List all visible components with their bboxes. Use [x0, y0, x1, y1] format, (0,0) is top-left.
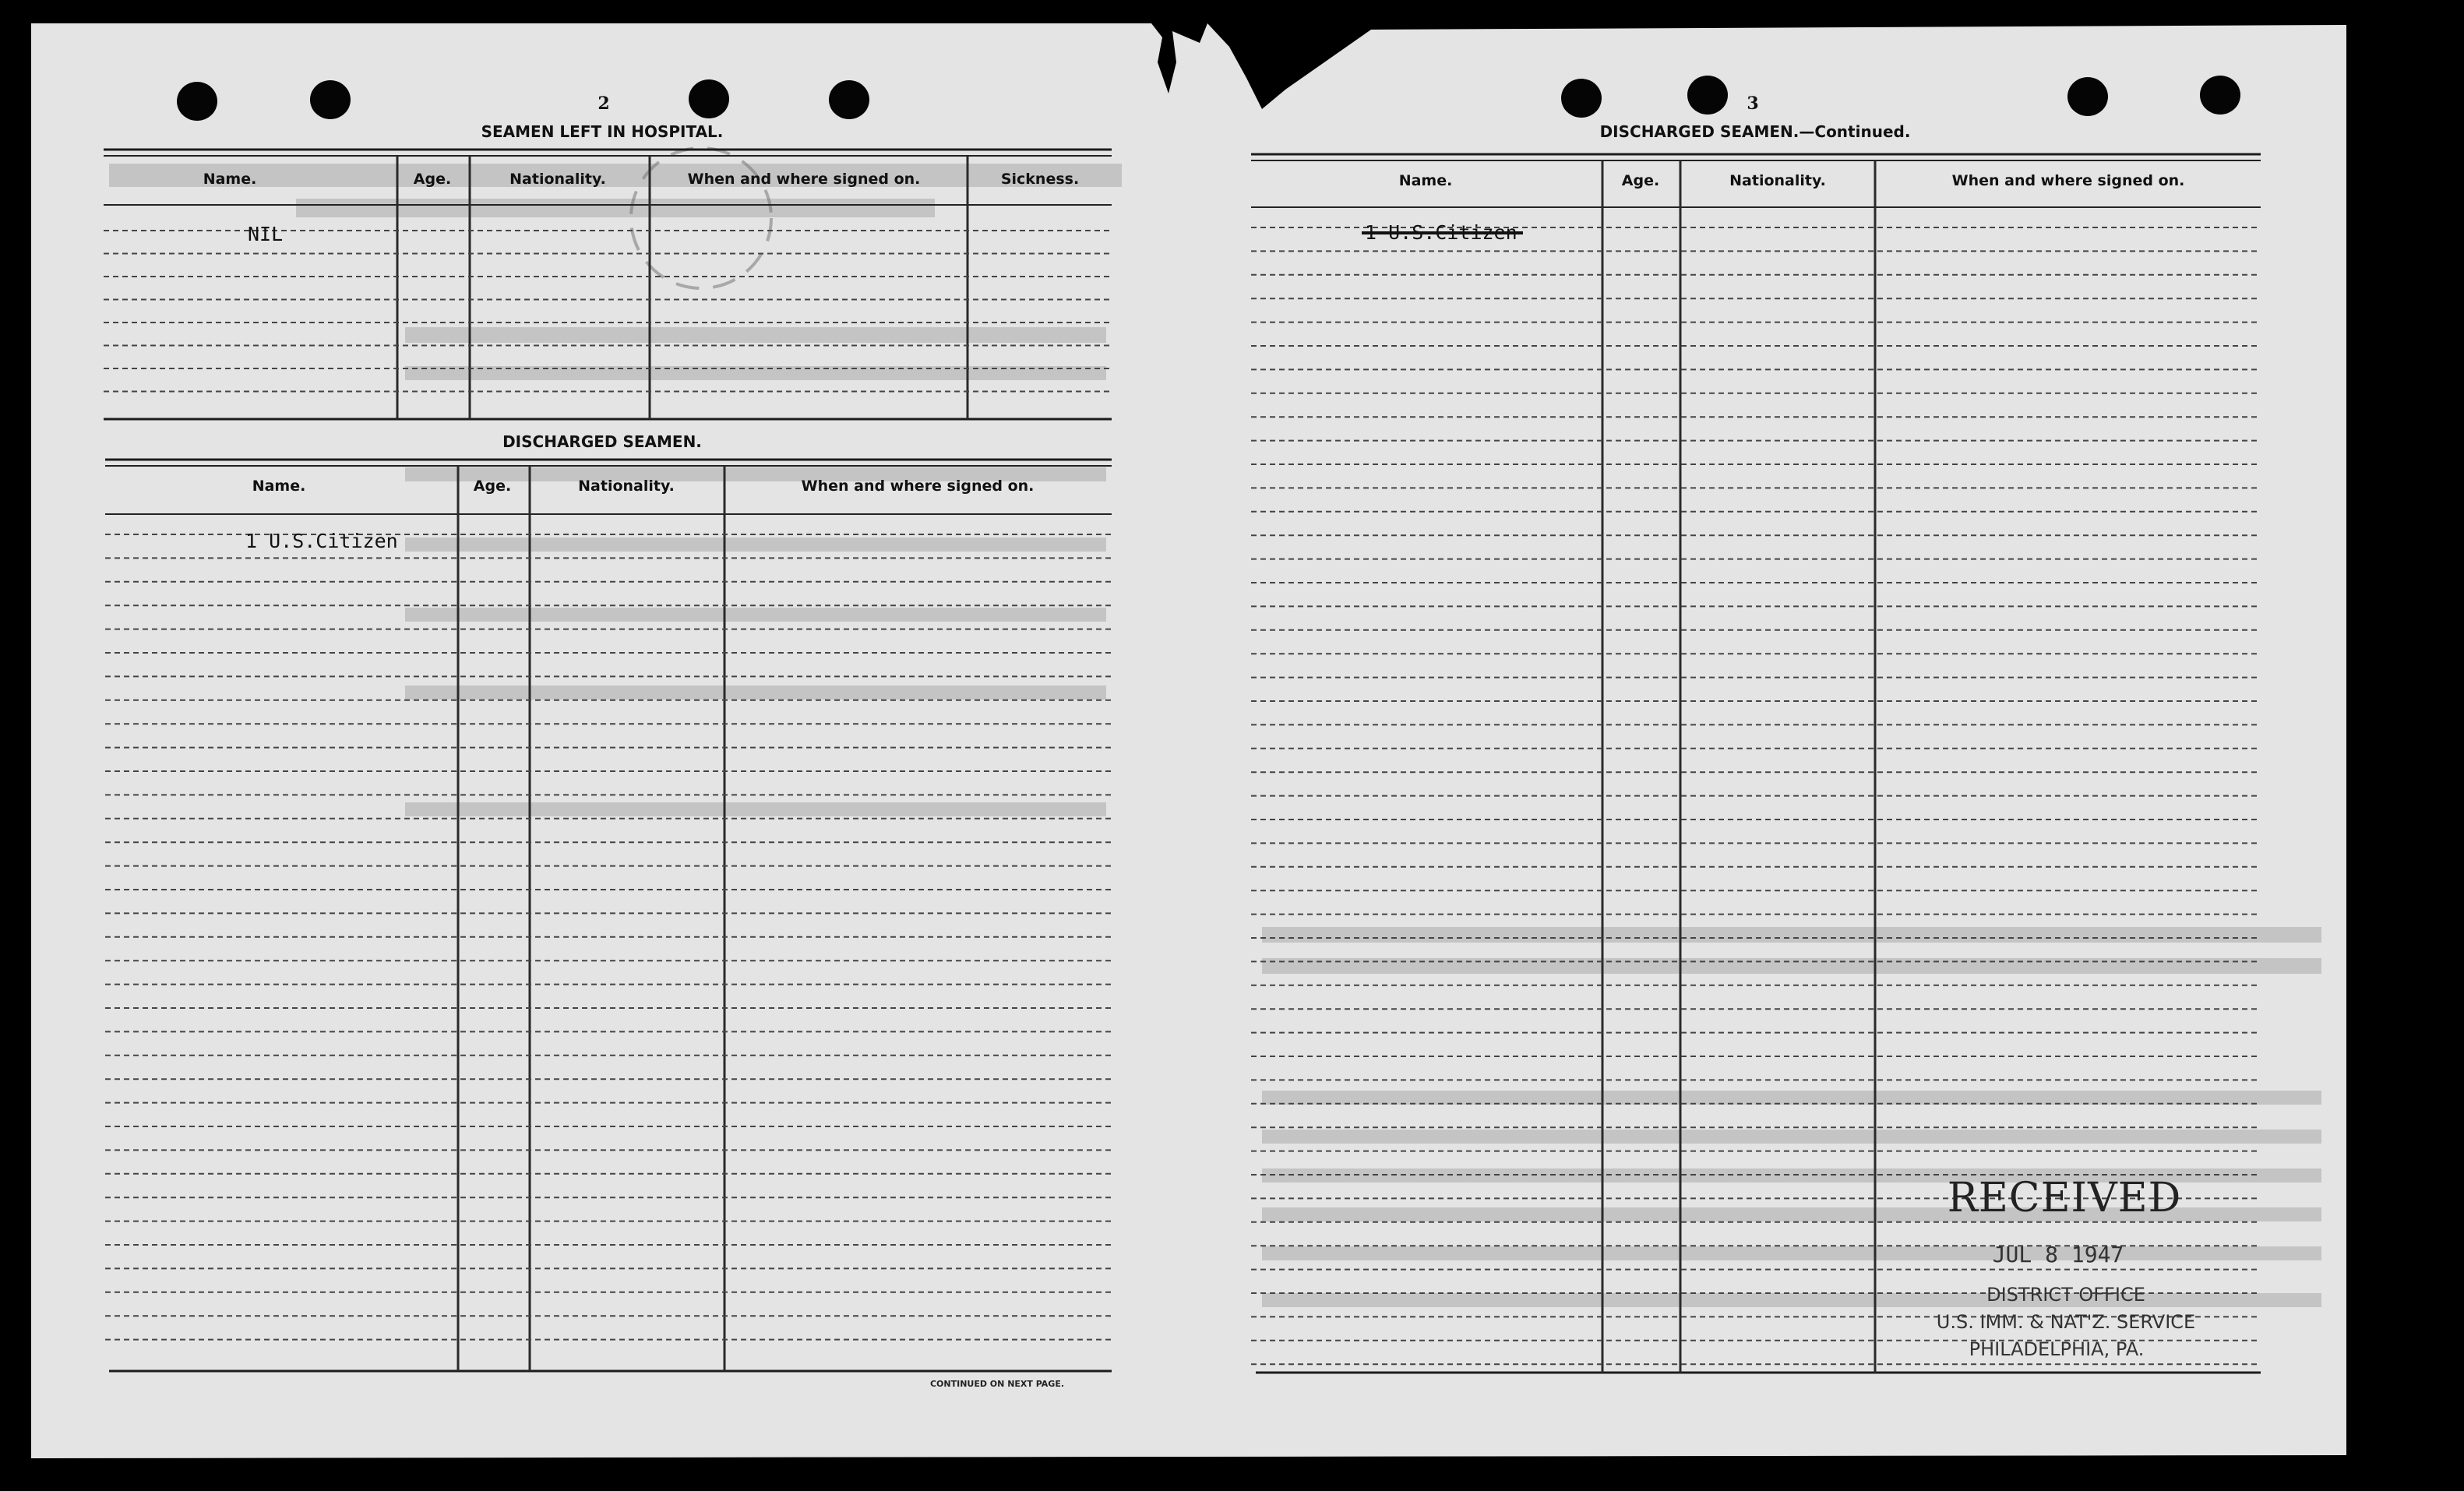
discharged-entry: 1 U.S.Citizen [245, 530, 398, 552]
continued-col-name: Name. [1398, 172, 1453, 189]
stamp-received: RECEIVED [1947, 1175, 2182, 1221]
continued-footer: CONTINUED ON NEXT PAGE. [929, 1379, 1065, 1389]
hospital-col-name: Name. [203, 171, 257, 188]
continued-col-signed-on: When and where signed on. [1951, 172, 2185, 189]
continued-col-age: Age. [1621, 172, 1660, 189]
continued-section-title: DISCHARGED SEAMEN.—Continued. [1599, 122, 1911, 141]
stamp-service: U.S. IMM. & NAT'Z. SERVICE [1936, 1311, 2196, 1333]
discharged-col-signed-on: When and where signed on. [801, 478, 1035, 495]
continued-entry: 1 U.S.Citizen [1365, 221, 1518, 244]
discharged-col-name: Name. [252, 478, 306, 495]
hospital-col-age: Age. [413, 171, 452, 188]
discharged-col-nationality: Nationality. [578, 478, 675, 495]
hospital-entry: NIL [248, 223, 284, 245]
discharged-section-title: DISCHARGED SEAMEN. [502, 432, 702, 451]
stamp-office: DISTRICT OFFICE [1986, 1284, 2145, 1306]
hospital-col-sickness: Sickness. [1000, 171, 1080, 188]
hospital-section-title: SEAMEN LEFT IN HOSPITAL. [481, 122, 724, 141]
continued-col-nationality: Nationality. [1729, 172, 1826, 189]
hospital-col-nationality: Nationality. [509, 171, 606, 188]
page-number-right: 3 [1747, 93, 1759, 114]
hospital-col-signed-on: When and where signed on. [687, 171, 921, 188]
stamp-city: PHILADELPHIA, PA. [1969, 1338, 2145, 1360]
stamp-date: JUL 8 1947 [1992, 1242, 2124, 1267]
page-number-left: 2 [597, 93, 610, 114]
discharged-col-age: Age. [473, 478, 512, 495]
